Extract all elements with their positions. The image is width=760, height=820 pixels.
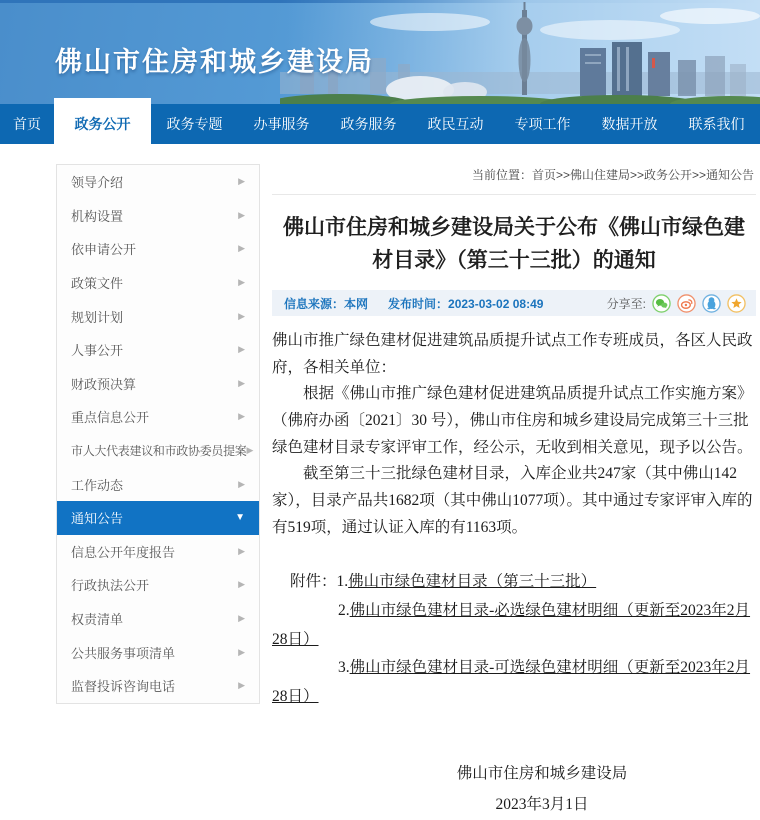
attachment-number: 2.: [338, 602, 350, 620]
sidebar-item-7[interactable]: 财政预决算 ▶: [71, 376, 245, 392]
chevron-right-icon: ▶: [238, 613, 245, 624]
site-header: [0, 0, 760, 104]
chevron-right-icon: ▶: [238, 478, 245, 489]
sidebar-item-8[interactable]: 重点信息公开 ▶: [71, 410, 245, 426]
attachment-link-3[interactable]: 佛山市绿色建材目录-可选绿色建材明细（更新至2023年2月28日）: [272, 659, 751, 706]
sidebar-item-15[interactable]: 公共服务事项清单 ▶: [71, 645, 245, 661]
chevron-right-icon: ▶: [238, 243, 245, 254]
chevron-right-icon: ▶: [238, 377, 245, 388]
chevron-right-icon: ▶: [238, 344, 245, 355]
attachment-link-1[interactable]: 佛山市绿色建材目录（第三十三批）: [348, 573, 597, 591]
chevron-right-icon: ▶: [238, 411, 245, 422]
chevron-right-icon: ▶: [238, 579, 245, 590]
share-label: 分享至:: [606, 296, 646, 311]
article-panel: [272, 164, 756, 820]
nav-tab-gov-topics[interactable]: 政务专题: [166, 116, 223, 132]
paragraph: 根据《佛山市推广绿色建材促进建筑品质提升试点工作实施方案》（佛府办函〔2021〕30 号），佛山市住房和城乡建设局完成第三十三批绿色建材目录专家评审工作，经公示，无收到相关意见，现予以公告。: [272, 385, 753, 456]
sidebar-item-notices[interactable]: 通知公告 ▼: [57, 501, 259, 535]
signature-date: 2023年3月1日: [495, 795, 589, 813]
sidebar-item-1[interactable]: 领导介绍 ▶: [71, 175, 245, 191]
paragraph: 佛山市推广绿色建材促进建筑品质提升试点工作专班成员，各区人民政府，各相关单位：: [272, 332, 753, 376]
chevron-right-icon: ▶: [238, 545, 245, 556]
attachment-link-2[interactable]: 佛山市绿色建材目录-必选绿色建材明细（更新至2023年2月28日）: [272, 602, 751, 648]
nav-tab-gov-disclosure[interactable]: 政务公开: [54, 98, 151, 144]
nav-tab-open-data[interactable]: 数据开放: [601, 116, 658, 132]
chevron-right-icon: ▶: [238, 680, 245, 691]
chevron-right-icon: ▶: [238, 646, 245, 657]
sidebar-item-4[interactable]: 政策文件 ▶: [71, 276, 245, 292]
attachment-number: 3.: [338, 659, 350, 677]
nav-tab-interaction[interactable]: 政民互动: [427, 116, 484, 132]
attachment-number: 1.: [336, 573, 349, 591]
sidebar-item-12[interactable]: 信息公开年度报告 ▶: [71, 544, 245, 560]
sidebar-item-5[interactable]: 规划计划 ▶: [71, 309, 245, 325]
publish-time: 发布时间：2023-03-02 08:49: [388, 296, 544, 311]
share-bar: [607, 294, 746, 313]
qq-share-icon[interactable]: [702, 294, 721, 313]
signature-org: 佛山市住房和城乡建设局: [456, 764, 628, 782]
sidebar-item-10[interactable]: 工作动态 ▶: [71, 477, 245, 493]
sidebar-menu: [56, 164, 260, 704]
breadcrumb[interactable]: 当前位置：首页>>佛山住建局>>政务公开>>通知公告: [272, 164, 756, 195]
attachments-list: [272, 568, 756, 711]
nav-tab-home[interactable]: 首页: [13, 116, 41, 132]
favorite-star-icon[interactable]: [727, 294, 746, 313]
weibo-share-icon[interactable]: [677, 294, 696, 313]
site-logo-title: 佛山市住房和城乡建设局: [55, 47, 374, 77]
attachment-row: [272, 568, 756, 597]
sidebar-item-9[interactable]: 市人大代表建议和市政协委员提案 ▶: [71, 444, 254, 459]
article-meta-info: [284, 295, 543, 312]
wechat-share-icon[interactable]: [652, 294, 671, 313]
nav-tab-services[interactable]: 办事服务: [253, 116, 310, 132]
nav-tab-special-work[interactable]: 专项工作: [514, 116, 571, 132]
main-nav: [0, 104, 760, 144]
article-body: [272, 328, 756, 820]
nav-tab-contact[interactable]: 联系我们: [688, 116, 745, 132]
attachment-row: [272, 597, 756, 654]
info-source: 信息来源：本网: [284, 296, 369, 311]
article-meta-bar: [272, 290, 756, 316]
chevron-right-icon: ▶: [238, 277, 245, 288]
content-layout: [0, 144, 760, 820]
sidebar-item-16[interactable]: 监督投诉咨询电话 ▶: [71, 679, 245, 695]
sidebar-item-3[interactable]: 依申请公开 ▶: [71, 242, 245, 258]
nav-tab-gov-services[interactable]: 政务服务: [340, 116, 397, 132]
attachments-prefix: 附件：: [290, 573, 337, 591]
sidebar-item-6[interactable]: 人事公开 ▶: [71, 343, 245, 359]
article-title: 佛山市住房和城乡建设局关于公布《佛山市绿色建材目录》（第三十三批）的通知: [283, 216, 745, 272]
article-signature: [272, 758, 756, 820]
chevron-right-icon: ▶: [238, 209, 245, 220]
attachment-row: [272, 654, 756, 711]
chevron-down-icon: ▼: [235, 512, 245, 524]
sidebar-item-13[interactable]: 行政执法公开 ▶: [71, 578, 245, 594]
chevron-right-icon: ▶: [246, 445, 254, 456]
chevron-right-icon: ▶: [238, 176, 245, 187]
sidebar-item-14[interactable]: 权责清单 ▶: [71, 612, 245, 628]
paragraph: 截至第三十三批绿色建材目录，入库企业共247家（其中佛山142家），目录产品共1682项（其中佛山1077项）。其中通过专家评审入库的有519项，通过认证入库的有1163项。: [272, 465, 753, 536]
sidebar-item-2[interactable]: 机构设置 ▶: [71, 208, 245, 224]
chevron-right-icon: ▶: [238, 310, 245, 321]
